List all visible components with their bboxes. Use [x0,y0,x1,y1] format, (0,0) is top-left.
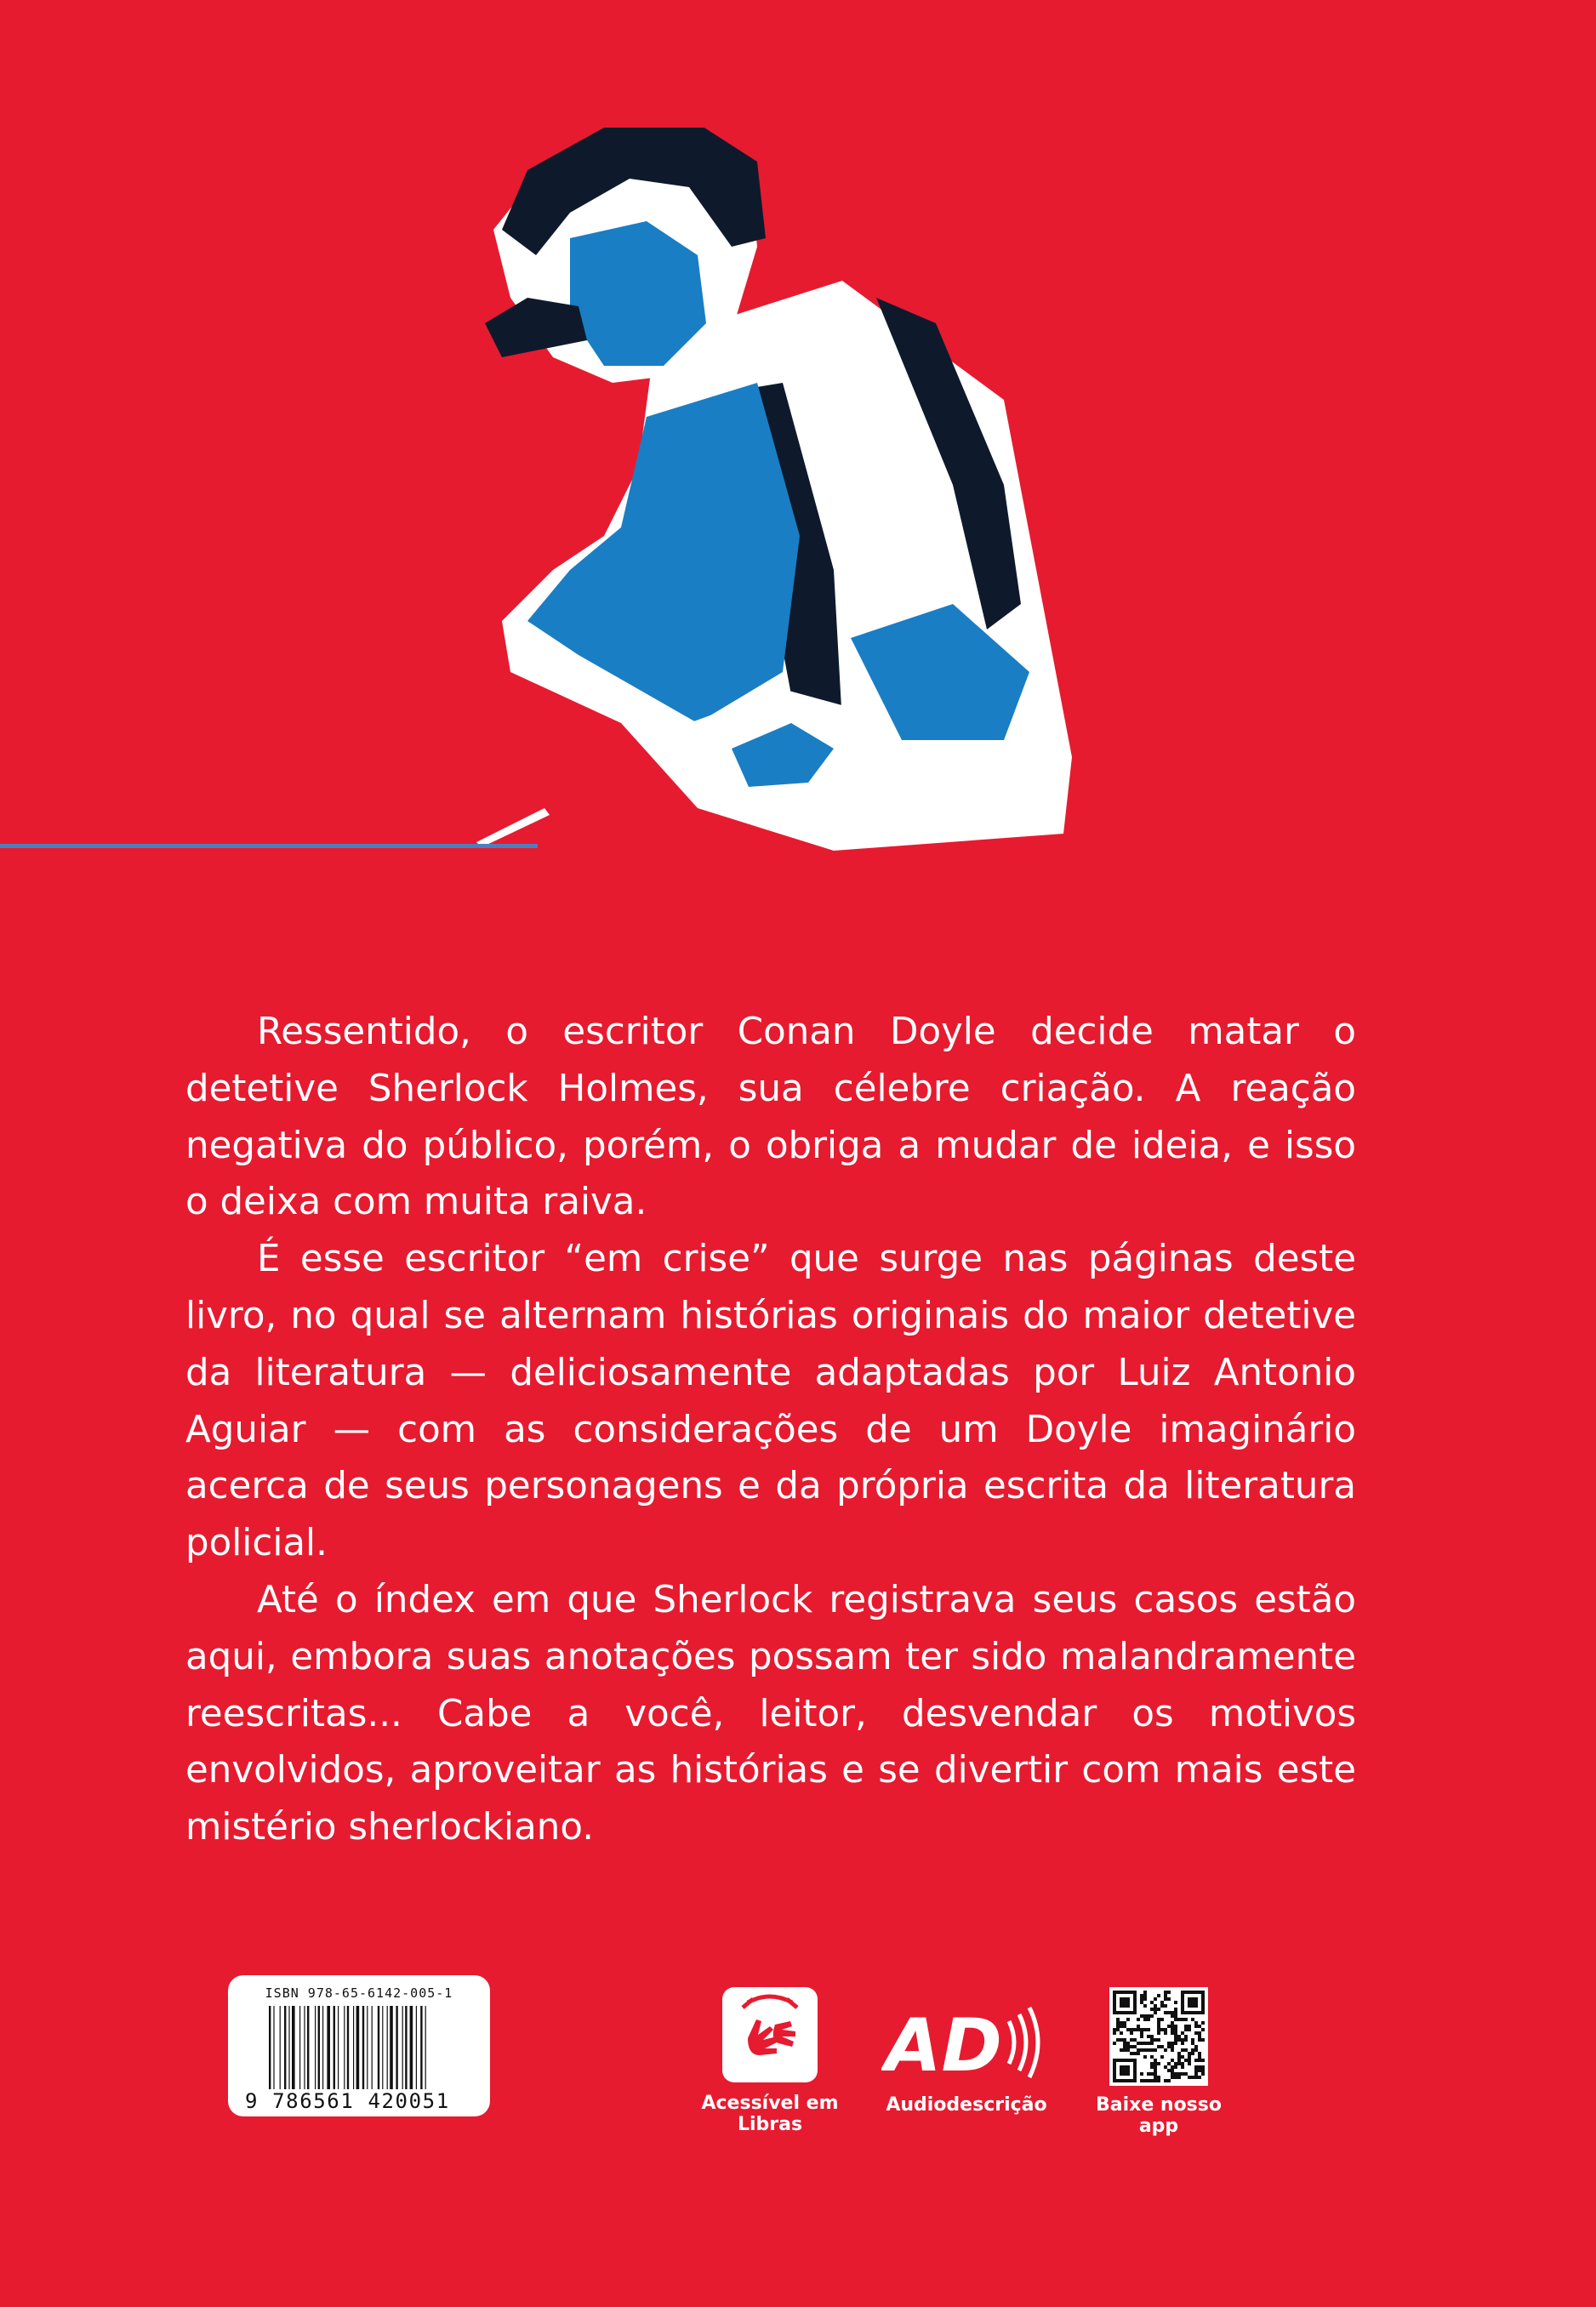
isbn-barcode [228,1975,490,2116]
audio-description-icon [881,2002,1052,2082]
libras-badge [672,1987,868,2135]
synopsis-paragraph-2: É esse escritor “em crise” que surge nas páginas deste livro, no qual se alternam histórias originais do maior detetive da literatura — deliciosamente adaptadas por Luiz Antonio Aguiar — com as considerações de um Doyle imaginário acerca de seus personagens e da própria escrita da literatura policial. [185,1238,1356,1565]
pen-line [0,844,538,848]
barcode-bars [269,2006,473,2089]
app-download-badge [1074,1987,1244,2137]
ad-mark: AD [885,2003,1002,2082]
app-label: Baixe nosso app [1095,2094,1222,2137]
synopsis-paragraph-1: Ressentido, o escritor Conan Doyle decide matar o detetive Sherlock Holmes, sua célebre criação. A reação negativa do público, porém, o obriga a mudar de ideia, e isso o deixa com muita raiva. [185,1011,1356,1224]
ean-digits: 9 786561 420051 [245,2089,450,2113]
synopsis-paragraph-3: Até o índex em que Sherlock registrava seus casos estão aqui, embora suas anotações possam ter sido malandramente reescritas... Cabe a você, leitor, desvendar os motivos envolvidos, aproveitar as histórias e se divertir com mais este mistério sherlockiano. [185,1578,1356,1849]
audio-description-label: Audiodescrição [886,2094,1047,2116]
conan-doyle-illustration [476,128,1140,876]
qr-code-icon [1109,1987,1208,2086]
pen [476,808,550,847]
isbn-label: ISBN 978-65-6142-005-1 [265,1985,453,2001]
book-synopsis [185,1004,1356,1856]
libras-label: Acessível em Libras [701,2093,839,2135]
audio-description-badge [881,2002,1052,2116]
sign-language-hands-icon [722,1987,818,2082]
